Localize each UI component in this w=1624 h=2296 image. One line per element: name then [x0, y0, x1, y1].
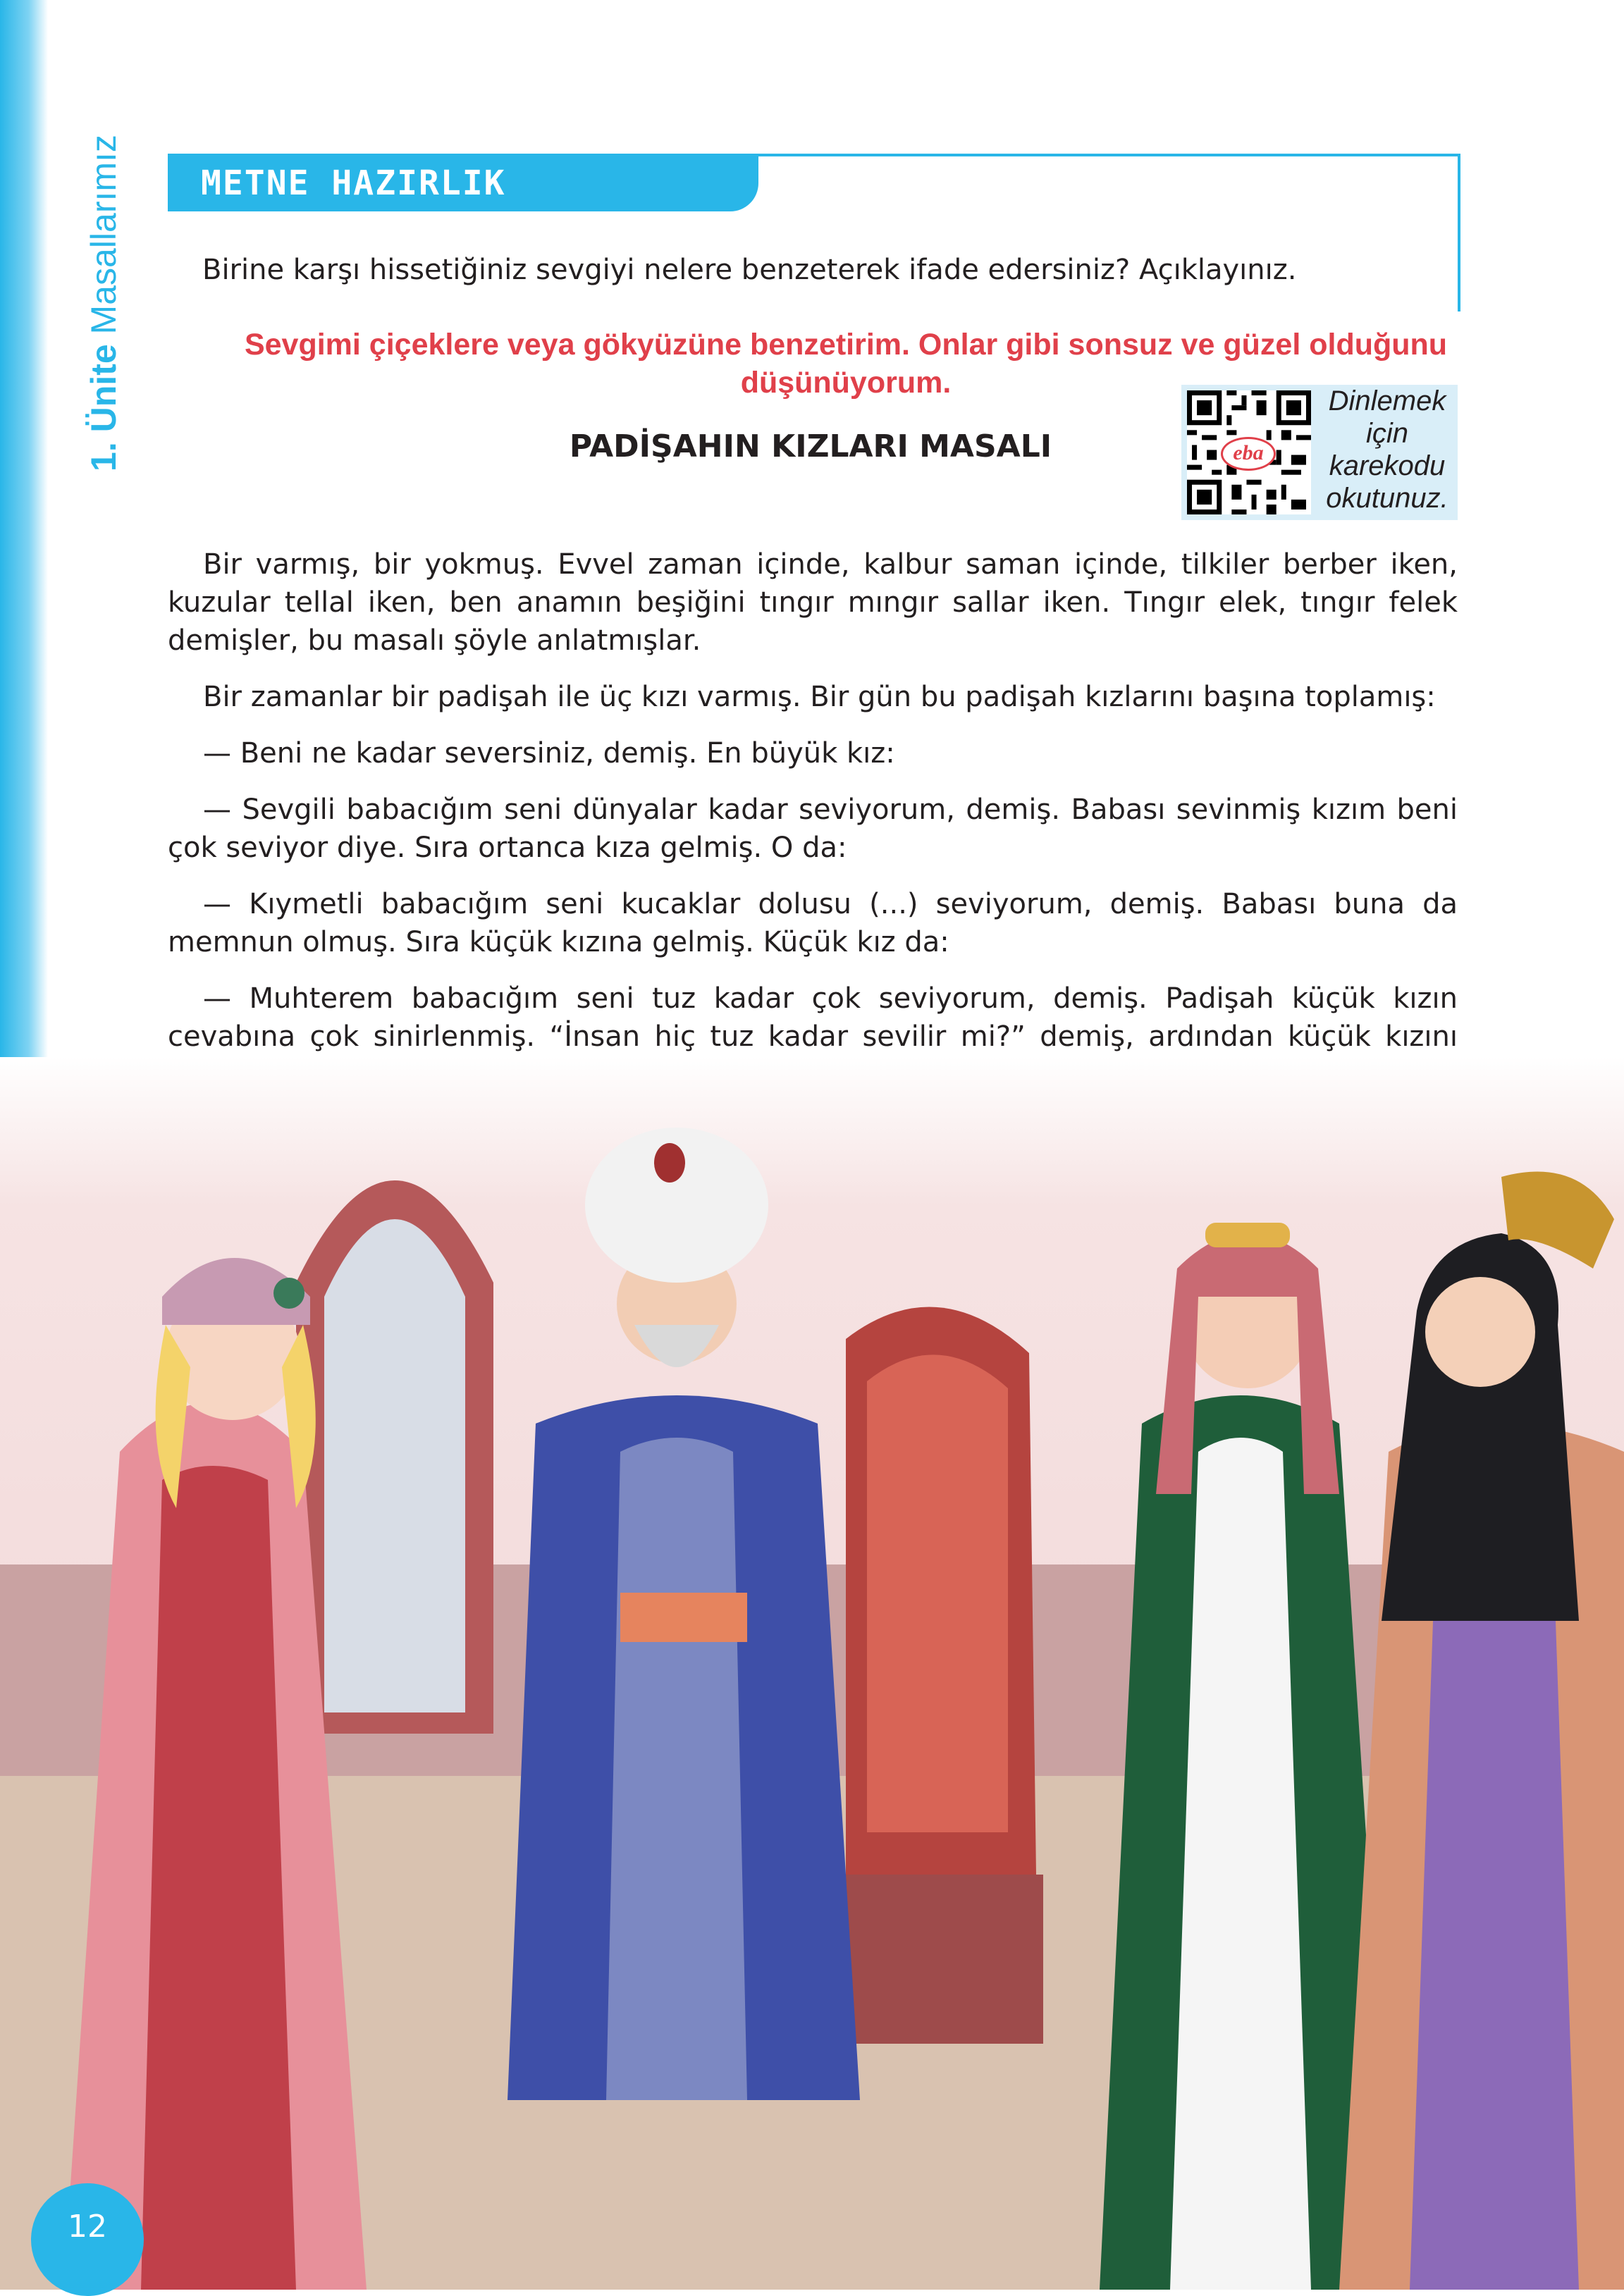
story-paragraph: Bir zamanlar bir padişah ile üç kızı varmış. Bir gün bu padişah kızlarını başına toplamış: — [203, 681, 1436, 713]
story-paragraph: Bir varmış, bir yokmuş. Evvel zaman içinde, kalbur saman içinde, tilkiler berber iken, kuzular tellal iken, ben anamın beşiğini tıngır mıngır sallar iken. Tıngır elek, tıngır felek demişler, bu masalı şöyle anlatmışlar. — [168, 548, 1458, 657]
unit-label — [83, 135, 124, 471]
page-number: 12 — [68, 2209, 107, 2245]
unit-side-strip — [0, 0, 48, 1135]
eba-logo: eba — [1221, 437, 1276, 471]
listen-instruction: Dinlemek için karekodu okutunuz. — [1326, 385, 1448, 514]
window-arch — [296, 1180, 493, 1734]
unit-number: 1. Ünite — [84, 344, 123, 471]
prep-section-title: METNE HAZIRLIK — [201, 163, 506, 203]
story-body — [168, 545, 1458, 1112]
story-paragraph: — Beni ne kadar seversiniz, demiş. En büyük kız: — [203, 737, 895, 770]
handwritten-answer: Sevgimi çiçeklere veya gökyüzüne benzetirim. Onlar gibi sonsuz ve güzel olduğunu düşünüyorum. — [244, 328, 1448, 400]
prep-question: Birine karşı hissetiğiniz sevgiyi nelere benzeterek ifade edersiniz? Açıklayınız. — [202, 254, 1297, 286]
story-paragraph: — Kıymetli babacığım seni kucaklar dolusu (...) seviyorum, demiş. Babası buna da memnun olmuş. Sıra küçük kızına gelmiş. Küçük kız da: — [168, 888, 1458, 958]
story-paragraph: — Muhterem babacığım seni tuz kadar çok seviyorum, demiş. Padişah küçük kızın cevabına çok sinirlenmiş. “İnsan hiç tuz kadar sevilir mi?” demiş, ardından küçük kızını — [168, 982, 1458, 1053]
story-title: PADİŞAHIN KIZLARI MASALI — [569, 428, 1052, 464]
story-illustration — [0, 1057, 1624, 2290]
unit-name: Masallarımız — [84, 135, 123, 335]
story-paragraph: — Sevgili babacığım seni dünyalar kadar seviyorum, demiş. Babası sevinmiş kızım beni çok seviyor diye. Sıra ortanca kıza gelmiş. O da: — [168, 794, 1458, 864]
